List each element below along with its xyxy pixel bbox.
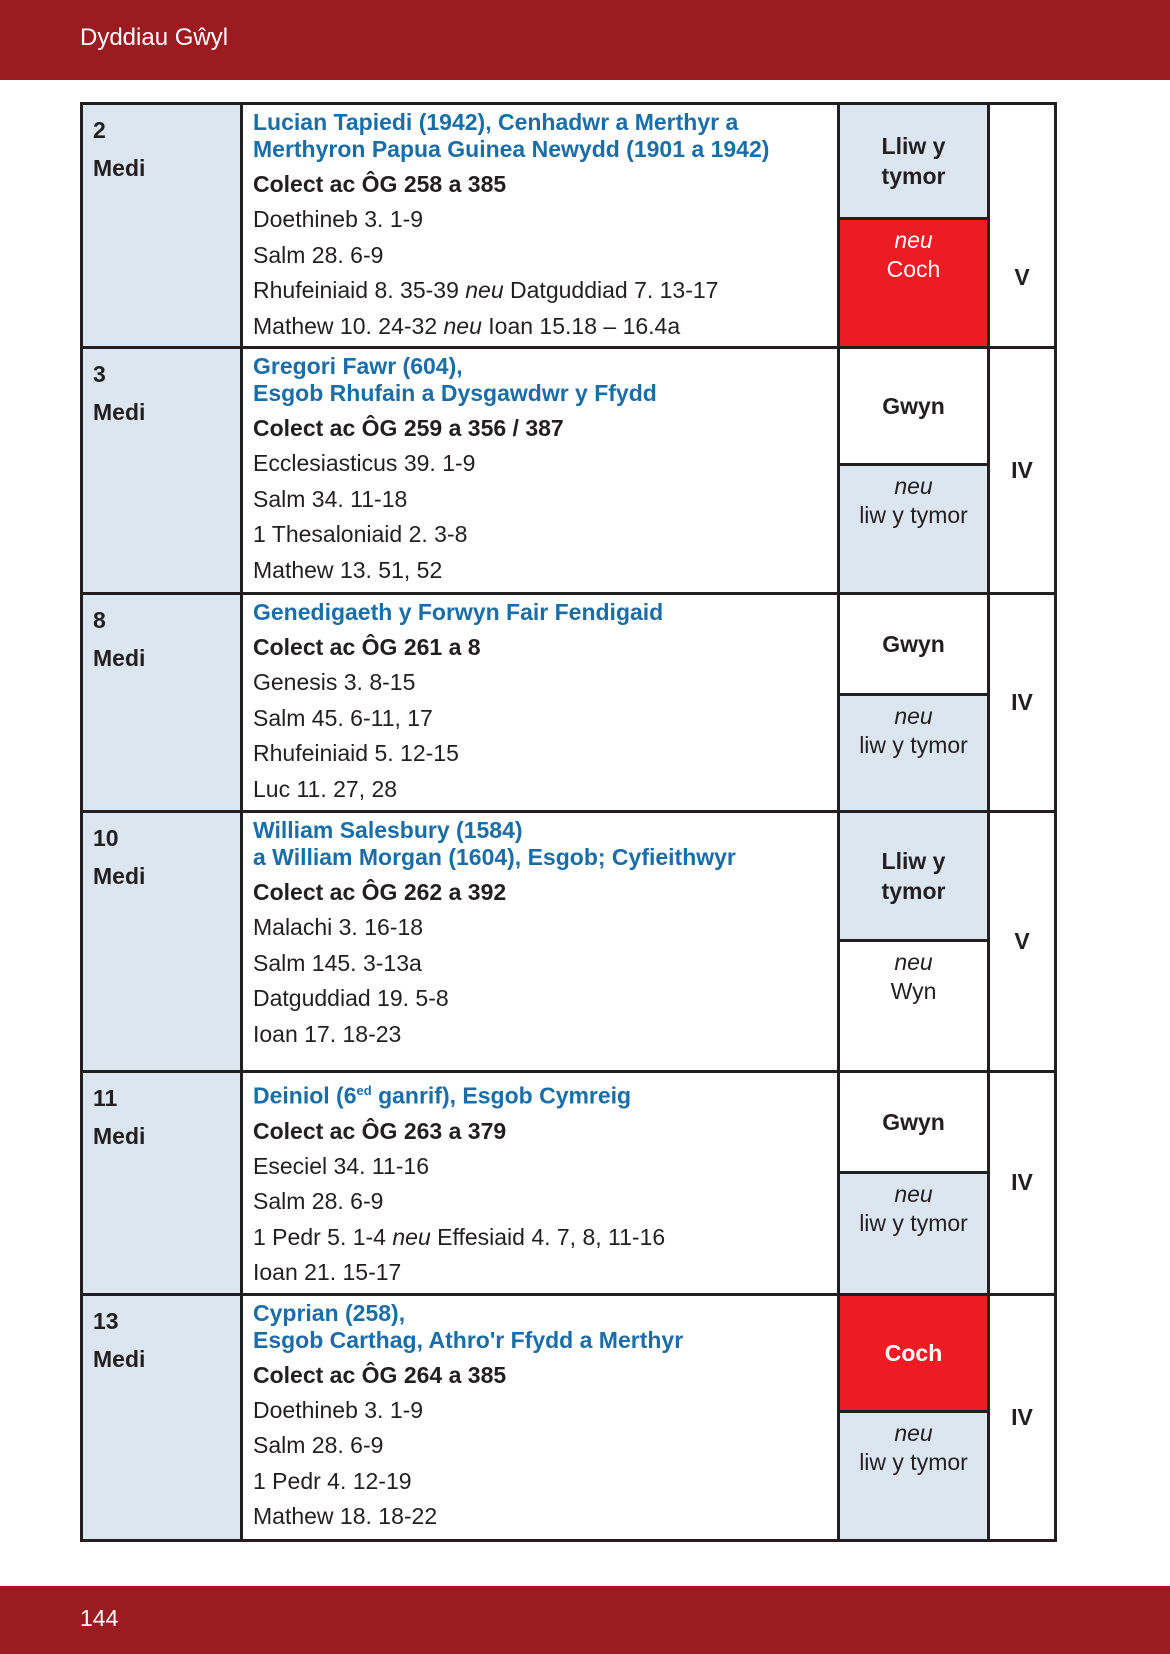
feast-title-line: Lucian Tapiedi (1942), Cenhadwr a Merthyr a bbox=[253, 109, 739, 135]
class-cell: IV bbox=[989, 1072, 1056, 1295]
reading-line: Salm 145. 3-13a bbox=[253, 949, 422, 976]
colour-alt-label: Wyn bbox=[890, 978, 937, 1004]
feast-title-line: William Salesbury (1584) bbox=[253, 817, 523, 843]
colour-alternative bbox=[840, 463, 987, 592]
month-name: Medi bbox=[93, 645, 146, 671]
date-cell bbox=[82, 348, 242, 594]
liturgical-colour-cell bbox=[839, 348, 989, 594]
colour-primary bbox=[840, 813, 987, 939]
month-name: Medi bbox=[93, 1345, 146, 1372]
colour-alt-neu: neu bbox=[894, 703, 933, 729]
date-cell bbox=[82, 594, 242, 812]
reading-line: Rhufeiniaid 8. 35-39 neu Datguddiad 7. 13-17 bbox=[253, 277, 719, 303]
class-cell: IV bbox=[989, 594, 1056, 812]
colour-primary bbox=[840, 1073, 987, 1171]
table-row bbox=[82, 812, 1056, 1072]
class-cell: V bbox=[989, 812, 1056, 1072]
feast-title-line: Esgob Rhufain a Dysgawdwr y Ffydd bbox=[253, 380, 657, 406]
feast-title bbox=[253, 817, 827, 871]
class-cell: V bbox=[989, 104, 1056, 348]
date-cell bbox=[82, 812, 242, 1072]
feast-title bbox=[253, 1077, 827, 1110]
colour-primary-label: Lliw y tymor bbox=[881, 133, 946, 189]
day-number: 2 bbox=[93, 117, 106, 143]
reading-line: 1 Thesaloniaid 2. 3-8 bbox=[253, 521, 468, 547]
colour-primary-label: Gwyn bbox=[882, 631, 945, 657]
liturgical-colour-cell bbox=[839, 812, 989, 1072]
colour-primary bbox=[840, 105, 987, 217]
readings-cell bbox=[242, 1072, 839, 1295]
collect-line: Colect ac ÔG 259 a 356 / 387 bbox=[253, 415, 564, 441]
colour-alternative bbox=[840, 939, 987, 1070]
colour-alt-neu: neu bbox=[894, 227, 933, 253]
reading-line: Mathew 13. 51, 52 bbox=[253, 556, 443, 583]
colour-alt-label: liw y tymor bbox=[859, 502, 968, 528]
colour-alt-neu: neu bbox=[894, 473, 933, 499]
readings-cell bbox=[242, 594, 839, 812]
neu-connective: neu bbox=[392, 1223, 431, 1250]
reading-line: Mathew 10. 24-32 neu Ioan 15.18 – 16.4a bbox=[253, 312, 681, 339]
colour-alt-neu: neu bbox=[894, 1419, 933, 1446]
readings-cell bbox=[242, 104, 839, 348]
date-cell bbox=[82, 1294, 242, 1540]
liturgical-colour-cell bbox=[839, 1072, 989, 1295]
feast-title-line: a William Morgan (1604), Esgob; Cyfieithwyr bbox=[253, 844, 736, 870]
reading-line: Salm 28. 6-9 bbox=[253, 1188, 384, 1215]
feast-title-line: Merthyron Papua Guinea Newydd (1901 a 1942) bbox=[253, 136, 770, 162]
readings-cell bbox=[242, 812, 839, 1072]
month-name: Medi bbox=[93, 155, 146, 181]
day-number: 10 bbox=[93, 825, 119, 851]
collect-line: Colect ac ÔG 262 a 392 bbox=[253, 879, 507, 905]
colour-alternative bbox=[840, 1410, 987, 1539]
colour-alt-label: liw y tymor bbox=[859, 1448, 968, 1475]
class-cell: IV bbox=[989, 1294, 1056, 1540]
colour-alt-label: Coch bbox=[886, 256, 941, 282]
reading-line: Luc 11. 27, 28 bbox=[253, 775, 398, 802]
colour-primary bbox=[840, 349, 987, 463]
collect-line: Colect ac ÔG 258 a 385 bbox=[253, 171, 507, 197]
neu-connective: neu bbox=[465, 277, 504, 303]
reading-line: Salm 45. 6-11, 17 bbox=[253, 704, 433, 731]
collect-line: Colect ac ÔG 261 a 8 bbox=[253, 634, 481, 660]
feast-title bbox=[253, 1300, 827, 1354]
class-cell: IV bbox=[989, 348, 1056, 594]
colour-alternative bbox=[840, 693, 987, 810]
colour-primary bbox=[840, 1296, 987, 1410]
liturgical-colour-cell bbox=[839, 104, 989, 348]
collect-line: Colect ac ÔG 264 a 385 bbox=[253, 1361, 507, 1388]
feast-title-line: Deiniol ($6^{ed}$ ganrif), Esgob Cymreig bbox=[253, 1082, 632, 1109]
header-title: Dyddiau Gŵyl bbox=[80, 24, 229, 51]
feast-title-line: Gregori Fawr (604), bbox=[253, 353, 463, 379]
colour-alternative bbox=[840, 217, 987, 346]
month-name: Medi bbox=[93, 399, 146, 425]
reading-line: Eseciel 34. 11-16 bbox=[253, 1152, 430, 1179]
reading-line: Mathew 18. 18-22 bbox=[253, 1503, 438, 1530]
reading-line: Salm 28. 6-9 bbox=[253, 1432, 384, 1459]
day-number: 3 bbox=[93, 361, 106, 387]
reading-line: 1 Pedr 5. 1-4 neu Effesiaid 4. 7, 8, 11-16 bbox=[253, 1223, 666, 1250]
reading-line: Ioan 21. 15-17 bbox=[253, 1259, 402, 1286]
colour-alternative bbox=[840, 1171, 987, 1293]
reading-line: Rhufeiniaid 5. 12-15 bbox=[253, 740, 459, 766]
feast-title bbox=[253, 353, 827, 407]
table-row bbox=[82, 594, 1056, 812]
collect-line: Colect ac ÔG 263 a 379 bbox=[253, 1117, 507, 1144]
table-row bbox=[82, 1294, 1056, 1540]
footer-bar bbox=[0, 1586, 1170, 1654]
reading-line: Datguddiad 19. 5-8 bbox=[253, 985, 449, 1011]
day-number: 13 bbox=[93, 1307, 119, 1334]
reading-line: Doethineb 3. 1-9 bbox=[253, 206, 424, 232]
liturgical-colour-cell bbox=[839, 594, 989, 812]
feast-days-table bbox=[80, 102, 1057, 1542]
month-name: Medi bbox=[93, 863, 146, 889]
feast-title-line: Cyprian (258), bbox=[253, 1299, 406, 1326]
reading-line: Doethineb 3. 1-9 bbox=[253, 1396, 424, 1423]
page-number: 144 bbox=[80, 1605, 119, 1631]
feast-title bbox=[253, 599, 827, 626]
reading-line: Genesis 3. 8-15 bbox=[253, 669, 416, 695]
colour-alt-label: liw y tymor bbox=[859, 1210, 968, 1236]
colour-alt-neu: neu bbox=[894, 1181, 933, 1207]
month-name: Medi bbox=[93, 1123, 146, 1149]
colour-primary-label: Lliw y tymor bbox=[881, 848, 946, 904]
reading-line: Salm 34. 11-18 bbox=[253, 485, 408, 512]
date-cell bbox=[82, 1072, 242, 1295]
reading-line: Ioan 17. 18-23 bbox=[253, 1020, 402, 1047]
liturgical-colour-cell bbox=[839, 1294, 989, 1540]
table-row bbox=[82, 104, 1056, 348]
readings-cell bbox=[242, 348, 839, 594]
feast-title-line: Esgob Carthag, Athro'r Ffydd a Merthyr bbox=[253, 1326, 684, 1353]
reading-line: Malachi 3. 16-18 bbox=[253, 914, 424, 940]
colour-alt-label: liw y tymor bbox=[859, 732, 968, 758]
neu-connective: neu bbox=[443, 312, 482, 339]
ordinal-suffix: ed bbox=[356, 1083, 372, 1098]
colour-alt-neu: neu bbox=[894, 949, 933, 975]
colour-primary-label: Gwyn bbox=[882, 1109, 945, 1135]
date-cell bbox=[82, 104, 242, 348]
table-row bbox=[82, 348, 1056, 594]
colour-primary bbox=[840, 595, 987, 693]
reading-line: 1 Pedr 4. 12-19 bbox=[253, 1467, 412, 1494]
day-number: 8 bbox=[93, 607, 106, 633]
readings-cell bbox=[242, 1294, 839, 1540]
header-bar bbox=[0, 0, 1170, 80]
colour-primary-label: Coch bbox=[884, 1339, 943, 1366]
colour-primary-label: Gwyn bbox=[882, 393, 945, 419]
reading-line: Ecclesiasticus 39. 1-9 bbox=[253, 450, 476, 476]
reading-line: Salm 28. 6-9 bbox=[253, 241, 384, 268]
day-number: 11 bbox=[93, 1085, 118, 1111]
table-row bbox=[82, 1072, 1056, 1295]
feast-title bbox=[253, 109, 827, 163]
feast-title-line: Genedigaeth y Forwyn Fair Fendigaid bbox=[253, 599, 664, 625]
